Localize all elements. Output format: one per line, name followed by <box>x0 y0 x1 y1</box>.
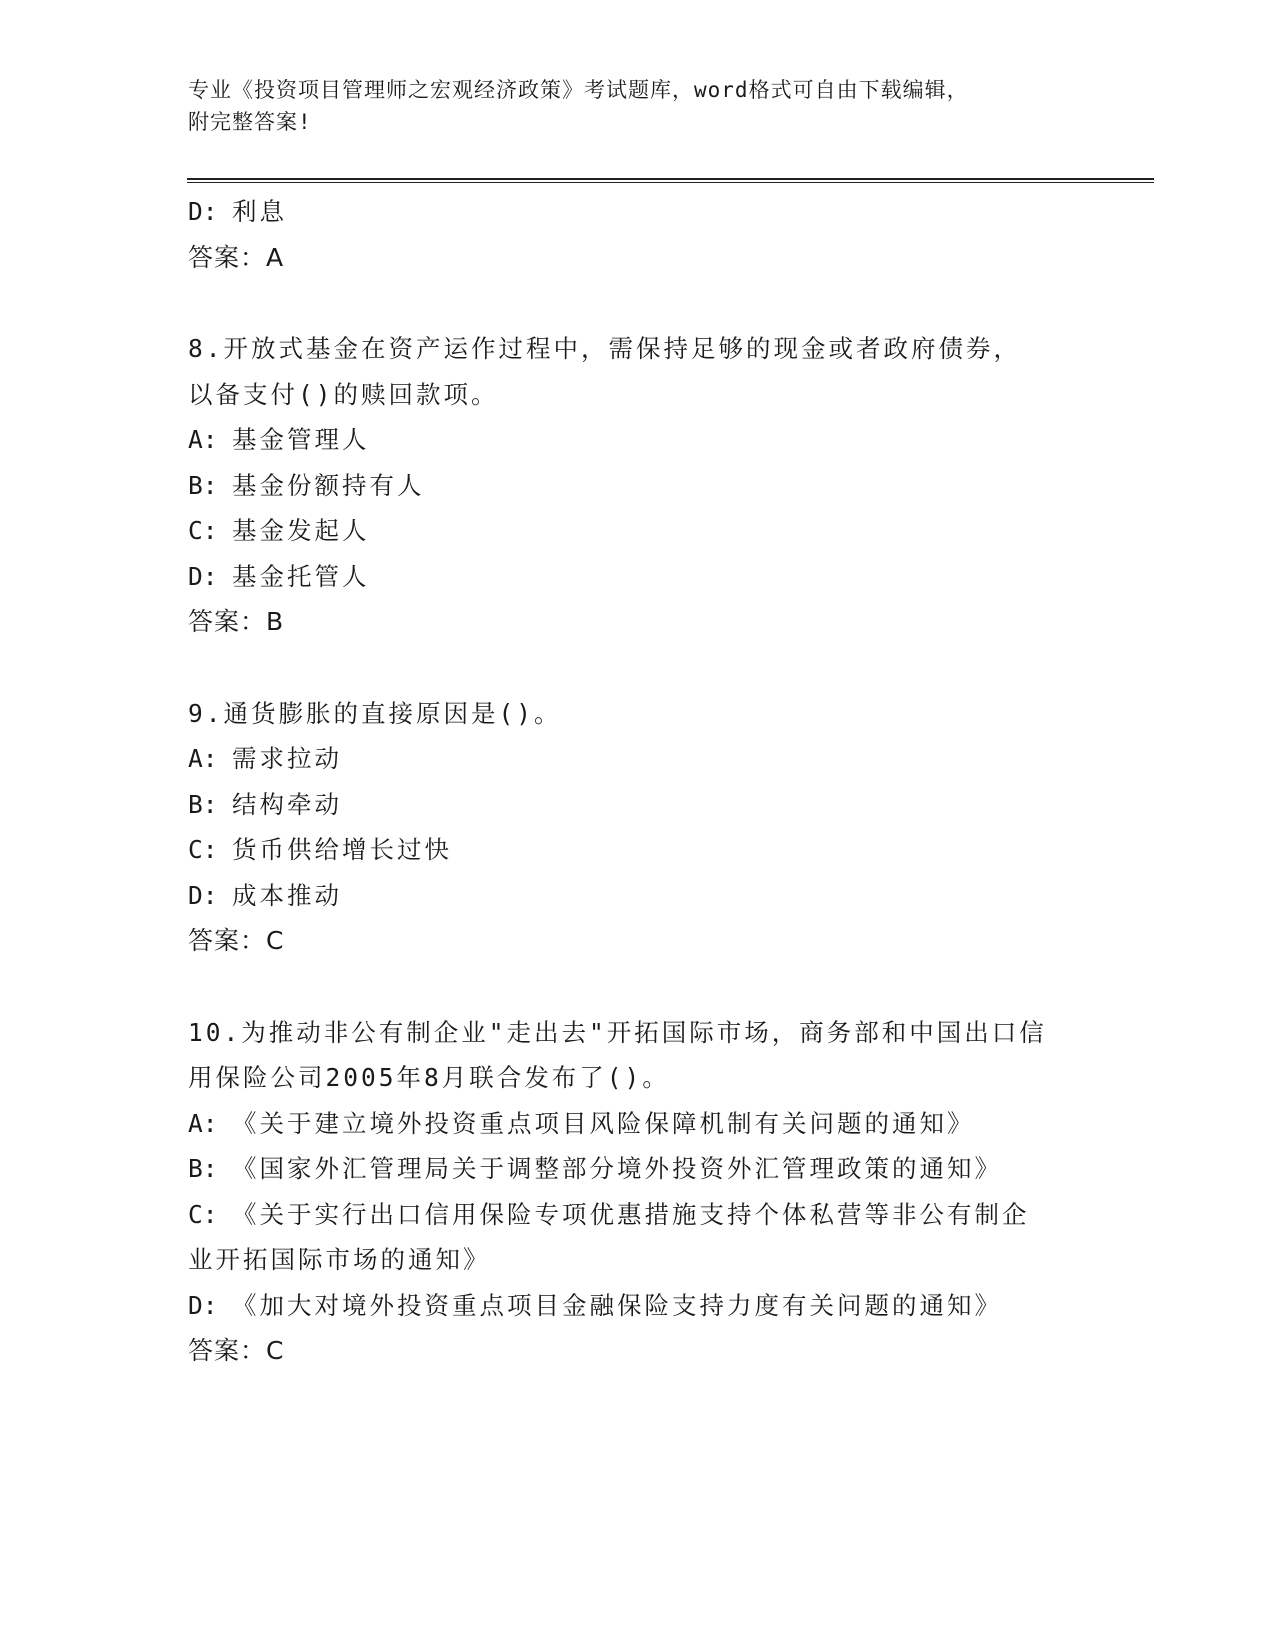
option-letter: B: <box>188 470 218 500</box>
option-letter: C: <box>188 835 218 864</box>
option-letter: A: <box>188 1108 218 1138</box>
question-stem-line-1: 10.为推动非公有制企业"走出去"开拓国际市场，商务部和中国出口信 <box>188 1017 1047 1047</box>
option-text: 基金发起人 <box>232 516 370 545</box>
option-text: 需求拉动 <box>232 744 342 773</box>
option-letter: B: <box>188 789 218 819</box>
option-letter: D: <box>188 561 218 591</box>
option-letter: B: <box>188 1154 218 1183</box>
answer-line: 答案：C <box>188 1336 285 1365</box>
option-letter: C: <box>188 516 218 545</box>
question-8 <box>188 326 1088 645</box>
option-text: 货币供给增长过快 <box>232 835 452 864</box>
option-letter: D: <box>188 197 218 226</box>
option-b <box>188 782 1088 828</box>
question-stem-line-1: 8.开放式基金在资产运作过程中，需保持足够的现金或者政府债券， <box>188 334 1021 363</box>
option-text: 《加大对境外投资重点项目金融保险支持力度有关问题的通知》 <box>232 1290 1002 1320</box>
option-d <box>188 554 1088 600</box>
previous-question <box>188 189 1088 280</box>
option-a <box>188 417 1088 463</box>
option-letter: C: <box>188 1199 218 1229</box>
option-a <box>188 736 1088 782</box>
option-text: 利息 <box>232 197 287 226</box>
question-9 <box>188 691 1088 964</box>
question-stem-line-1: 9.通货膨胀的直接原因是()。 <box>188 698 562 728</box>
option-text: 《关于实行出口信用保险专项优惠措施支持个体私营等非公有制企 <box>232 1199 1030 1229</box>
option-a <box>188 1101 1088 1147</box>
document-header <box>188 74 1068 138</box>
option-c <box>188 827 1088 873</box>
header-text-line-2: 附完整答案! <box>188 110 312 134</box>
question-stem-line-2: 以备支付()的赎回款项。 <box>188 379 499 409</box>
option-letter: D: <box>188 1290 218 1320</box>
header-divider <box>187 178 1154 183</box>
answer-line: 答案：B <box>188 607 285 636</box>
option-c <box>188 1192 1088 1238</box>
answer-line: 答案：C <box>188 926 285 955</box>
option-text: 《国家外汇管理局关于调整部分境外投资外汇管理政策的通知》 <box>232 1154 1002 1183</box>
option-b <box>188 463 1088 509</box>
option-text: 《关于建立境外投资重点项目风险保障机制有关问题的通知》 <box>232 1108 975 1138</box>
option-text: 基金托管人 <box>232 561 370 591</box>
option-letter: A: <box>188 425 218 454</box>
header-text-line-1: 专业《投资项目管理师之宏观经济政策》考试题库，word格式可自由下载编辑， <box>188 78 969 102</box>
option-letter: D: <box>188 880 218 910</box>
document-body <box>188 189 1088 1374</box>
option-text: 基金份额持有人 <box>232 470 425 500</box>
question-10 <box>188 1010 1088 1374</box>
option-b <box>188 1146 1088 1192</box>
question-stem-line-2: 用保险公司2005年8月联合发布了()。 <box>188 1063 670 1092</box>
option-text: 成本推动 <box>232 880 342 910</box>
option-c <box>188 508 1088 554</box>
option-letter: A: <box>188 744 218 773</box>
answer-line: 答案：A <box>188 242 285 272</box>
option-text: 结构牵动 <box>232 789 342 819</box>
option-d <box>188 189 1088 235</box>
option-d <box>188 1283 1088 1329</box>
option-c-continuation: 业开拓国际市场的通知》 <box>188 1245 491 1274</box>
option-d <box>188 873 1088 919</box>
option-text: 基金管理人 <box>232 425 370 454</box>
